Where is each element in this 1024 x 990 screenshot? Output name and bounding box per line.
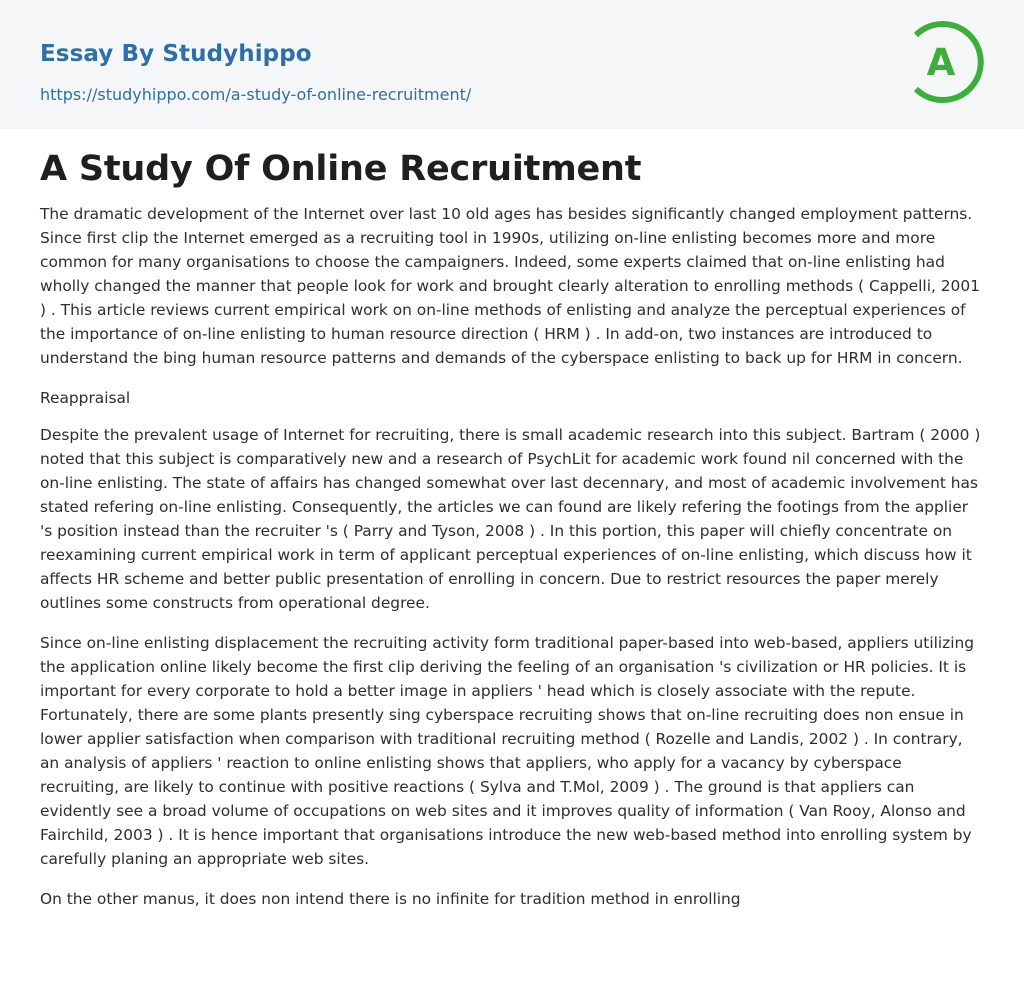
site-header	[0, 0, 1024, 129]
paragraph-1: The dramatic development of the Internet over last 10 old ages has besides significantly changed employment patterns. Since first clip the Internet emerged as a recruiting tool in 1990s, utilizing on-line enlisting becomes more and more common for many organisations to choose the campaigners. Indeed, some experts claimed that on-line enlisting had wholly changed the manner that people look for work and brought clearly alteration to enrolling methods ( Cappelli, 2001 ) . This article reviews current empirical work on on-line methods of enlisting and analyze the perceptual experiences of the importance of on-line enlisting to human resource direction ( HRM ) . In add-on, two instances are introduced to understand the bing human resource patterns and demands of the cyberspace enlisting to back up for HRM in concern.	[40, 205, 980, 367]
section-subheading: Reappraisal	[40, 389, 131, 407]
paragraph-2: Despite the prevalent usage of Internet for recruiting, there is small academic research into this subject. Bartram ( 2000 ) noted that this subject is comparatively new and a research of PsychLit for academic work found nil concerned with the on-line enlisting. The state of affairs has changed somewhat over last decennary, and most of academic involvement has stated refering on-line enlisting. Consequently, the articles we can found are likely refering the footings from the applier 's position instead than the recruiter 's ( Parry and Tyson, 2008 ) . In this portion, this paper will chiefly concentrate on reexamining current empirical work in term of applicant perceptual experiences of on-line enlisting, which discuss how it affects HR scheme and better public presentation of enrolling in concern. Due to restrict resources the paper merely outlines some constructs from operational degree.	[40, 426, 981, 612]
article	[0, 129, 1024, 911]
paragraph-4: On the other manus, it does non intend there is no infinite for tradition method in enrolling	[40, 890, 741, 908]
page-url-link[interactable]: https://studyhippo.com/a-study-of-online-recruitment/	[40, 85, 472, 104]
brand-name[interactable]: Essay By Studyhippo	[40, 41, 312, 67]
studyhippo-logo-icon[interactable]	[910, 18, 988, 106]
logo-letter: A	[926, 41, 956, 84]
paragraph-3: Since on-line enlisting displacement the recruiting activity form traditional paper-based into web-based, appliers utilizing the application online likely become the first clip deriving the feeling of an organisation 's civilization or HR policies. It is important for every corporate to hold a better image in appliers ' head which is closely associate with the repute. Fortunately, there are some plants presently sing cyberspace recruiting shows that on-line recruiting does non ensue in lower applier satisfaction when comparison with traditional recruiting method ( Rozelle and Landis, 2002 ) . In contrary, an analysis of appliers ' reaction to online enlisting shows that appliers, who apply for a vacancy by cyberspace recruiting, are likely to continue with positive reactions ( Sylva and T.Mol, 2009 ) . The ground is that appliers can evidently see a broad volume of occupations on web sites and it improves quality of information ( Van Rooy, Alonso and Fairchild, 2003 ) . It is hence important that organisations introduce the new web-based method into enrolling system by carefully planing an appropriate web sites.	[40, 634, 975, 868]
page-title: A Study Of Online Recruitment	[40, 149, 642, 189]
